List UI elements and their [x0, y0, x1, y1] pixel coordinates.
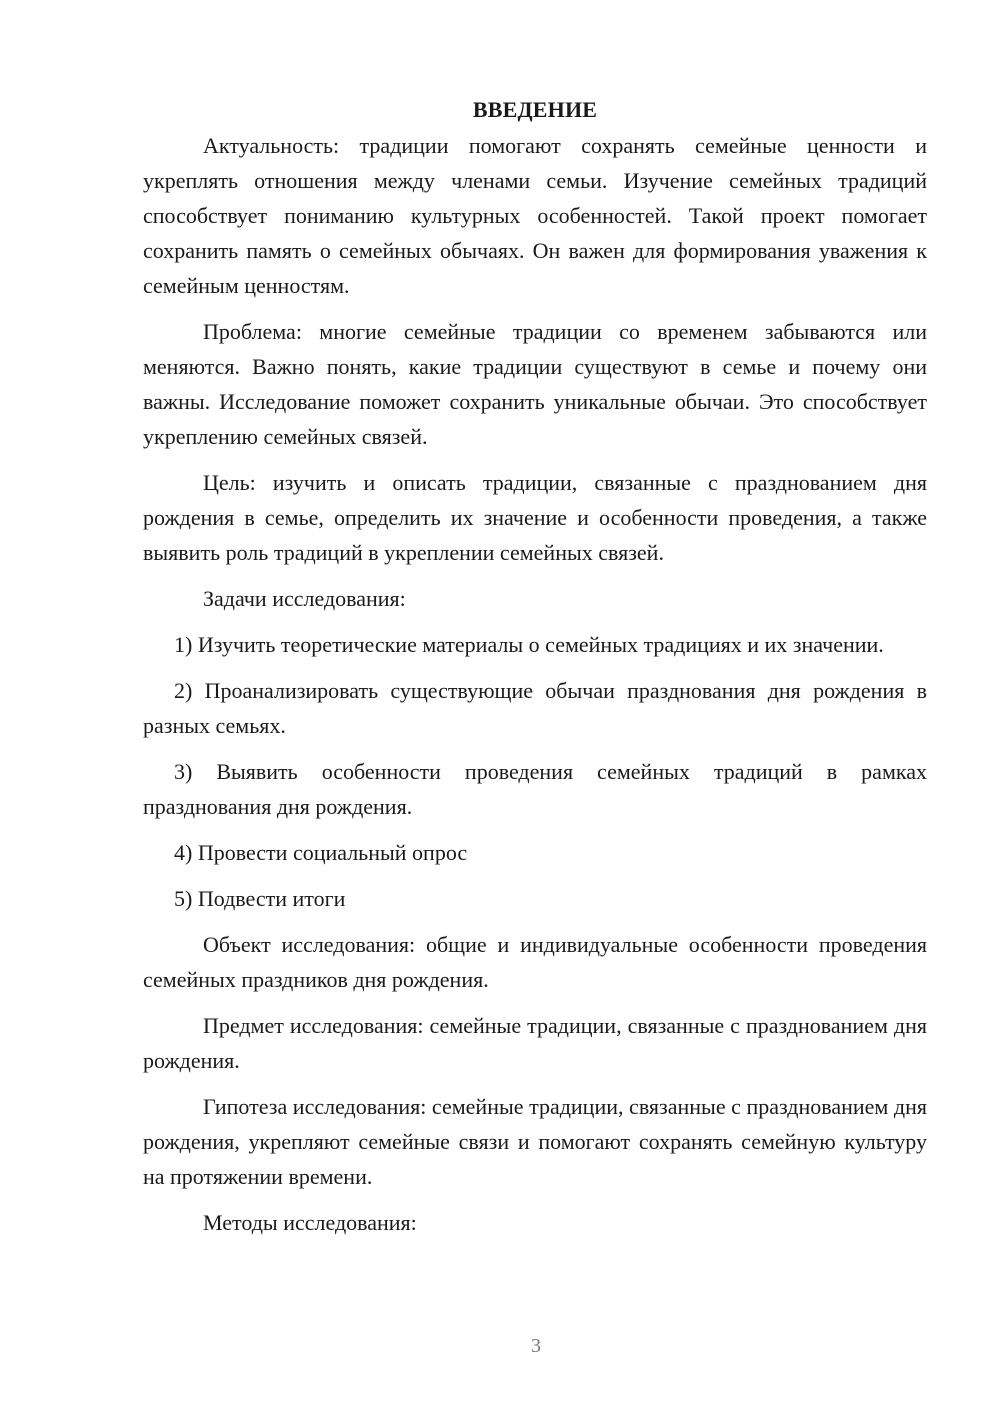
paragraph-problem: Проблема: многие семейные традиции со временем забываются или меняются. Важно понять, какие традиции существуют в семье и почему они важны. Исследование поможет сохранить уникальные обычаи. Это способствует укреплению семейных связей. — [143, 319, 927, 449]
tasks-heading: Задачи исследования: — [203, 586, 406, 611]
paragraph-relevance: Актуальность: традиции помогают сохранять семейные ценности и укреплять отношения между членами семьи. Изучение семейных традиций способствует пониманию культурных особенностей. Такой проект помогает сохранить память о семейных обычаях. Он важен для формирования уважения к семейным ценностям. — [143, 133, 927, 298]
paragraph-subject: Предмет исследования: семейные традиции, связанные с празднованием дня рождения. — [143, 1013, 927, 1073]
page-number: 3 — [531, 1335, 541, 1357]
paragraph-object: Объект исследования: общие и индивидуальные особенности проведения семейных праздников дня рождения. — [143, 932, 927, 992]
task-item-4: 4) Провести социальный опрос — [174, 840, 468, 865]
task-item-5: 5) Подвести итоги — [174, 886, 346, 911]
task-item-2: 2) Проанализировать существующие обычаи празднования дня рождения в разных семьях. — [143, 678, 927, 738]
section-title: ВВЕДЕНИЕ — [472, 97, 598, 122]
task-item-3: 3) Выявить особенности проведения семейных традиций в рамках празднования дня рождения. — [143, 759, 927, 819]
paragraph-hypothesis: Гипотеза исследования: семейные традиции, связанные с празднованием дня рождения, укрепляют семейные связи и помогают сохранять семейную культуру на протяжении времени. — [143, 1094, 927, 1189]
task-item-1: 1) Изучить теоретические материалы о семейных традициях и их значении. — [174, 632, 884, 657]
methods-heading: Методы исследования: — [203, 1210, 417, 1235]
paragraph-goal: Цель: изучить и описать традиции, связанные с празднованием дня рождения в семье, определить их значение и особенности проведения, а также выявить роль традиций в укреплении семейных связей. — [143, 470, 927, 565]
document-page — [143, 92, 927, 1251]
